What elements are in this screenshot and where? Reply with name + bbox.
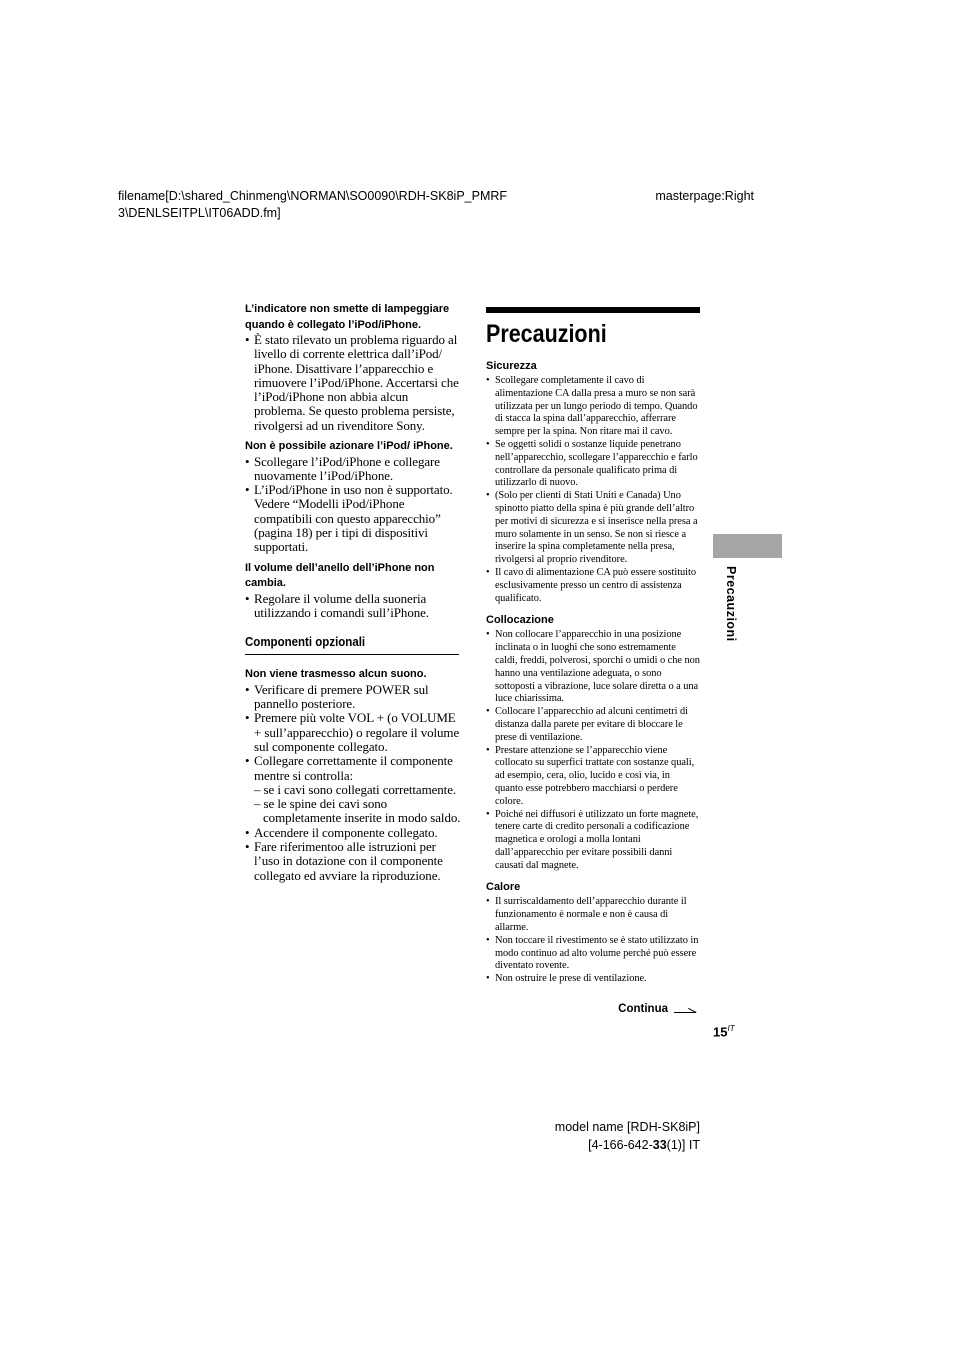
model-footer bbox=[555, 1118, 700, 1154]
subheading-safety: Sicurezza bbox=[486, 360, 537, 372]
section-heading-optional-components: Componenti opzionali bbox=[245, 635, 366, 650]
file-path-header bbox=[118, 188, 507, 222]
side-tab-marker bbox=[713, 534, 782, 558]
trouble-heading-volume: Il volume dell’anello dell’iPhone non cambia. bbox=[245, 561, 435, 590]
list-item: • Fare riferimentoo alle istruzioni per l’uso in dotazione con il componente collegato ed avviare la riproduzione. bbox=[245, 840, 461, 883]
model-name: model name [RDH-SK8iP] bbox=[554, 1120, 700, 1134]
heat-list bbox=[486, 896, 700, 986]
subheading-placement: Collocazione bbox=[486, 614, 554, 627]
page-number bbox=[713, 1024, 735, 1039]
model-code bbox=[555, 1136, 700, 1154]
list-item: • Scollegare completamente il cavo di alimentazione CA dalla presa a muro se non sarà utilizzata per un lungo periodo di tempo. Quando di stacca la spina dall’apparecchio, afferrare sempre per la spina. Non ritare mai il cavo. bbox=[486, 375, 700, 439]
continue-label: Continua bbox=[618, 1003, 668, 1015]
file-path-line-2: 3\DENLSEITPL\IT06ADD.fm] bbox=[118, 206, 281, 220]
list-item: • Il surriscaldamento dell’apparecchio durante il funzionamento è normale e non è causa di allarme. bbox=[486, 896, 700, 934]
list-item: • (Solo per clienti di Stati Uniti e Canada) Uno spinotto piatto della spina è più grande dell’altro per motivi di sicurezza e si inserisce nella presa a muro solamente in un senso. Se non si riesce a inserire la spina completamente nella presa, rivolgersi al proprio rivenditore. bbox=[486, 490, 700, 567]
page-number-value: 15 bbox=[713, 1024, 728, 1040]
list-item: • Non toccare il rivestimento se è stato utilizzato in modo continuo ad alto volume perché può essere diventato rovente. bbox=[486, 935, 700, 973]
sub-item: – se i cavi sono collegati correttamente. bbox=[254, 781, 457, 797]
list-item: • Collocare l’apparecchio ad alcuni centimetri di distanza dalla parete per evitare di bloccare le prese di ventilazione. bbox=[486, 706, 700, 744]
safety-list bbox=[486, 375, 700, 605]
file-path-line-1: filename[D:\shared_Chinmeng\NORMAN\SO0090\RDH-SK8iP_PMRF bbox=[118, 189, 508, 203]
page-title: Precauzioni bbox=[486, 320, 607, 348]
list-item: • L’iPod/iPhone in uso non è supportato. Vedere “Modelli iPod/iPhone compatibili con questo apparecchio” (pagina 18) per i tipi di dispositivi supportati. bbox=[245, 483, 461, 554]
operate-list bbox=[245, 455, 461, 555]
right-column bbox=[486, 307, 700, 986]
title-bar bbox=[486, 307, 700, 313]
model-code-suffix: (1)] IT bbox=[666, 1138, 700, 1152]
list-item: • Non collocare l’apparecchio in una posizione inclinata o in luoghi che sono estremamente caldi, freddi, polverosi, sporchi o umidi o che non hanno una ventilazione adeguata, o sono sottoposti a vibrazione, luce solare diretta o a una luce chiarissima. bbox=[486, 629, 700, 706]
list-item: • Il cavo di alimentazione CA può essere sostituito esclusivamente presso un centro di assistenza qualificato. bbox=[486, 567, 700, 605]
side-tab-label: Precauzioni bbox=[724, 566, 738, 642]
list-item-text: Collegare correttamente il componente mentre si controlla: bbox=[254, 753, 453, 783]
masterpage-label: masterpage:Right bbox=[655, 189, 754, 203]
trouble-heading-operate: Non è possibile azionare l’iPod/ iPhone. bbox=[245, 440, 453, 453]
model-code-prefix: [4-166-642- bbox=[588, 1138, 653, 1152]
list-item: • Scollegare l’iPod/iPhone e collegare nuovamente l’iPod/iPhone. bbox=[245, 455, 461, 484]
continue-indicator bbox=[618, 1003, 696, 1015]
list-item: • Premere più volte VOL + (o VOLUME + sull’apparecchio) o regolare il volume sul componente collegato. bbox=[245, 711, 461, 754]
no-sound-list bbox=[245, 683, 461, 883]
list-item: • Prestare attenzione se l’apparecchio viene collocato su superfici trattate con sostanze quali, ad esempio, cera, olio, lucido e così via, in quanto esse potrebbero macchiarsi o perdere colore. bbox=[486, 745, 700, 809]
list-item: • Regolare il volume della suoneria utilizzando i comandi sull’iPhone. bbox=[245, 592, 461, 621]
left-column bbox=[245, 302, 461, 889]
sub-item: – se le spine dei cavi sono completamente inserite in modo saldo. bbox=[254, 796, 461, 826]
page-language: IT bbox=[727, 1024, 735, 1033]
section-rule bbox=[245, 654, 459, 655]
list-item: • Se oggetti solidi o sostanze liquide penetrano nell’apparecchio, scollegare l’apparecchio e farlo controllare da personale qualificato prima di utilizzarlo di nuovo. bbox=[486, 439, 700, 490]
list-item bbox=[245, 754, 461, 825]
trouble-heading-indicator: L’indicatore non smette di lampeggiare quando è collegato l’iPod/iPhone. bbox=[245, 303, 450, 331]
volume-list bbox=[245, 592, 461, 621]
list-item: • Accendere il componente collegato. bbox=[245, 826, 461, 840]
arrow-right-icon bbox=[674, 1004, 696, 1014]
model-code-bold: 33 bbox=[652, 1138, 667, 1152]
subheading-heat: Calore bbox=[486, 881, 521, 894]
trouble-heading-no-sound: Non viene trasmesso alcun suono. bbox=[245, 668, 427, 681]
list-item: • Verificare di premere POWER sul pannello posteriore. bbox=[245, 683, 461, 712]
list-item: • Non ostruire le prese di ventilazione. bbox=[486, 973, 700, 986]
placement-list bbox=[486, 629, 700, 872]
indicator-list bbox=[245, 333, 461, 433]
list-item: • È stato rilevato un problema riguardo al livello di corrente elettrica dall’iPod/ iPhone. Disattivare l’apparecchio e rimuovere l’iPod/iPhone. Accertarsi che l’iPod/iPhone non abbia alcun problema. Se questo problema persiste, rivolgersi ad un rivenditore Sony. bbox=[245, 333, 461, 433]
list-item: • Poiché nei diffusori è utilizzato un forte magnete, tenere carte di credito personali a codificazione magnetica e orologi a molla lontani dall’apparecchio per evitare possibili danni causati dal magnete. bbox=[486, 809, 700, 873]
